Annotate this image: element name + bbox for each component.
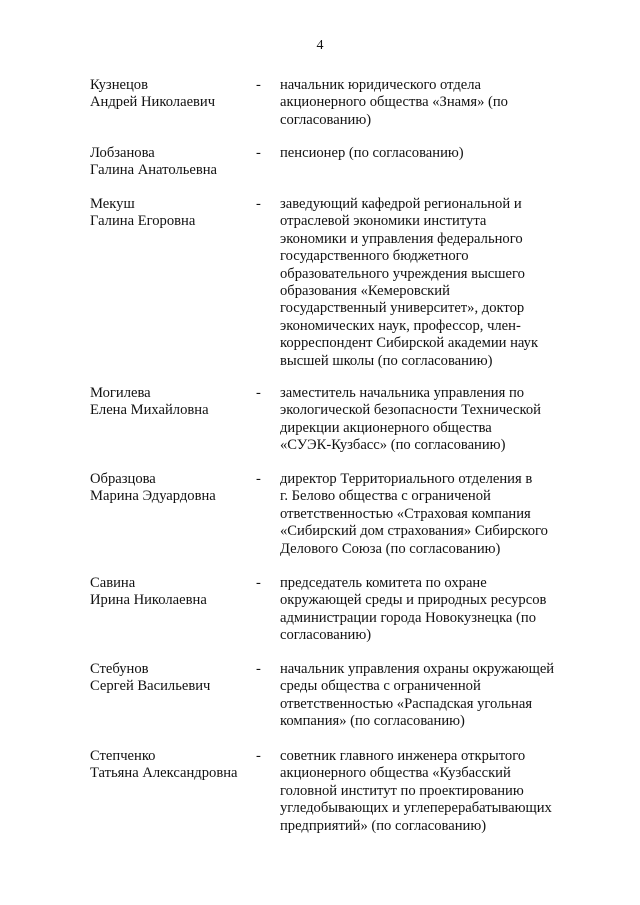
position-line: образования «Кемеровский: [280, 283, 450, 300]
position-line: согласованию): [280, 627, 372, 644]
member-name: [90, 661, 250, 696]
member-surname: Могилева: [90, 385, 151, 401]
member-name: [90, 196, 250, 231]
member-position: [280, 145, 580, 162]
member-position: [280, 471, 580, 558]
position-line: заведующий кафедрой региональной и: [280, 196, 522, 212]
position-line: предприятий» (по согласованию): [280, 817, 487, 834]
member-name: [90, 575, 250, 610]
separator-dash: -: [256, 661, 261, 677]
position-line: экономики и управления федерального: [280, 230, 523, 247]
member-surname: Савина: [90, 575, 136, 591]
member-given-names: Галина Анатольевна: [90, 162, 218, 179]
separator-dash: -: [256, 196, 261, 212]
separator-dash: -: [256, 748, 261, 764]
page-number: 4: [316, 38, 324, 53]
position-line: начальник управления охраны окружающей: [280, 661, 555, 677]
member-name: [90, 385, 250, 420]
position-line: государственный университет», доктор: [280, 300, 525, 317]
position-line: корреспондент Сибирской академии наук: [280, 335, 539, 352]
member-surname: Образцова: [90, 471, 156, 487]
member-given-names: Марина Эдуардовна: [90, 488, 216, 505]
member-given-names: Галина Егоровна: [90, 213, 196, 230]
position-line: компания» (по согласованию): [280, 713, 465, 730]
position-line: отраслевой экономики института: [280, 213, 487, 230]
position-line: государственного бюджетного: [280, 248, 469, 265]
separator-dash: -: [256, 385, 261, 401]
position-line: «СУЭК-Кузбасс» (по согласованию): [280, 437, 506, 454]
position-line: согласованию): [280, 111, 372, 128]
position-line: акционерного общества «Знамя» (по: [280, 94, 508, 111]
position-line: среды общества с ограниченной: [280, 678, 481, 695]
position-line: дирекции акционерного общества: [280, 419, 492, 436]
position-line: акционерного общества «Кузбасский: [280, 765, 511, 782]
member-given-names: Елена Михайловна: [90, 402, 209, 419]
position-line: ответственностью «Страховая компания: [280, 505, 531, 522]
member-surname: Стебунов: [90, 661, 149, 677]
position-line: администрации города Новокузнецка (по: [280, 609, 537, 626]
position-line: окружающей среды и природных ресурсов: [280, 592, 547, 609]
member-position: [280, 385, 580, 455]
member-given-names: Андрей Николаевич: [90, 94, 216, 111]
separator-dash: -: [256, 575, 261, 591]
position-line: образовательного учреждения высшего: [280, 265, 525, 282]
member-given-names: Татьяна Александровна: [90, 765, 238, 782]
member-position: [280, 748, 580, 835]
separator-dash: -: [256, 77, 261, 93]
member-surname: Кузнецов: [90, 77, 148, 93]
position-line: угледобывающих и углеперерабатывающих: [280, 800, 552, 817]
member-name: [90, 145, 250, 180]
position-line: председатель комитета по охране: [280, 575, 487, 591]
position-line: «Сибирский дом страхования» Сибирского: [280, 523, 548, 540]
position-line: пенсионер (по согласованию): [280, 145, 464, 161]
member-position: [280, 196, 580, 370]
member-surname: Лобзанова: [90, 145, 155, 161]
member-name: [90, 748, 250, 783]
member-surname: Мекуш: [90, 196, 135, 212]
position-line: советник главного инженера открытого: [280, 748, 526, 764]
member-given-names: Сергей Васильевич: [90, 678, 211, 695]
position-line: головной институт по проектированию: [280, 782, 524, 799]
position-line: г. Белово общества с ограниченой: [280, 488, 491, 505]
member-name: [90, 77, 250, 112]
member-name: [90, 471, 250, 506]
position-line: Делового Союза (по согласованию): [280, 540, 501, 557]
separator-dash: -: [256, 145, 261, 161]
member-position: [280, 575, 580, 645]
position-line: экологической безопасности Технической: [280, 402, 541, 419]
member-given-names: Ирина Николаевна: [90, 592, 207, 609]
member-position: [280, 77, 580, 129]
position-line: ответственностью «Распадская угольная: [280, 695, 533, 712]
position-line: высшей школы (по согласованию): [280, 352, 493, 369]
position-line: начальник юридического отдела: [280, 77, 482, 93]
member-surname: Степченко: [90, 748, 156, 764]
separator-dash: -: [256, 471, 261, 487]
position-line: директор Территориального отделения в: [280, 471, 533, 487]
member-position: [280, 661, 580, 731]
position-line: экономических наук, профессор, член-: [280, 317, 521, 334]
position-line: заместитель начальника управления по: [280, 385, 525, 401]
